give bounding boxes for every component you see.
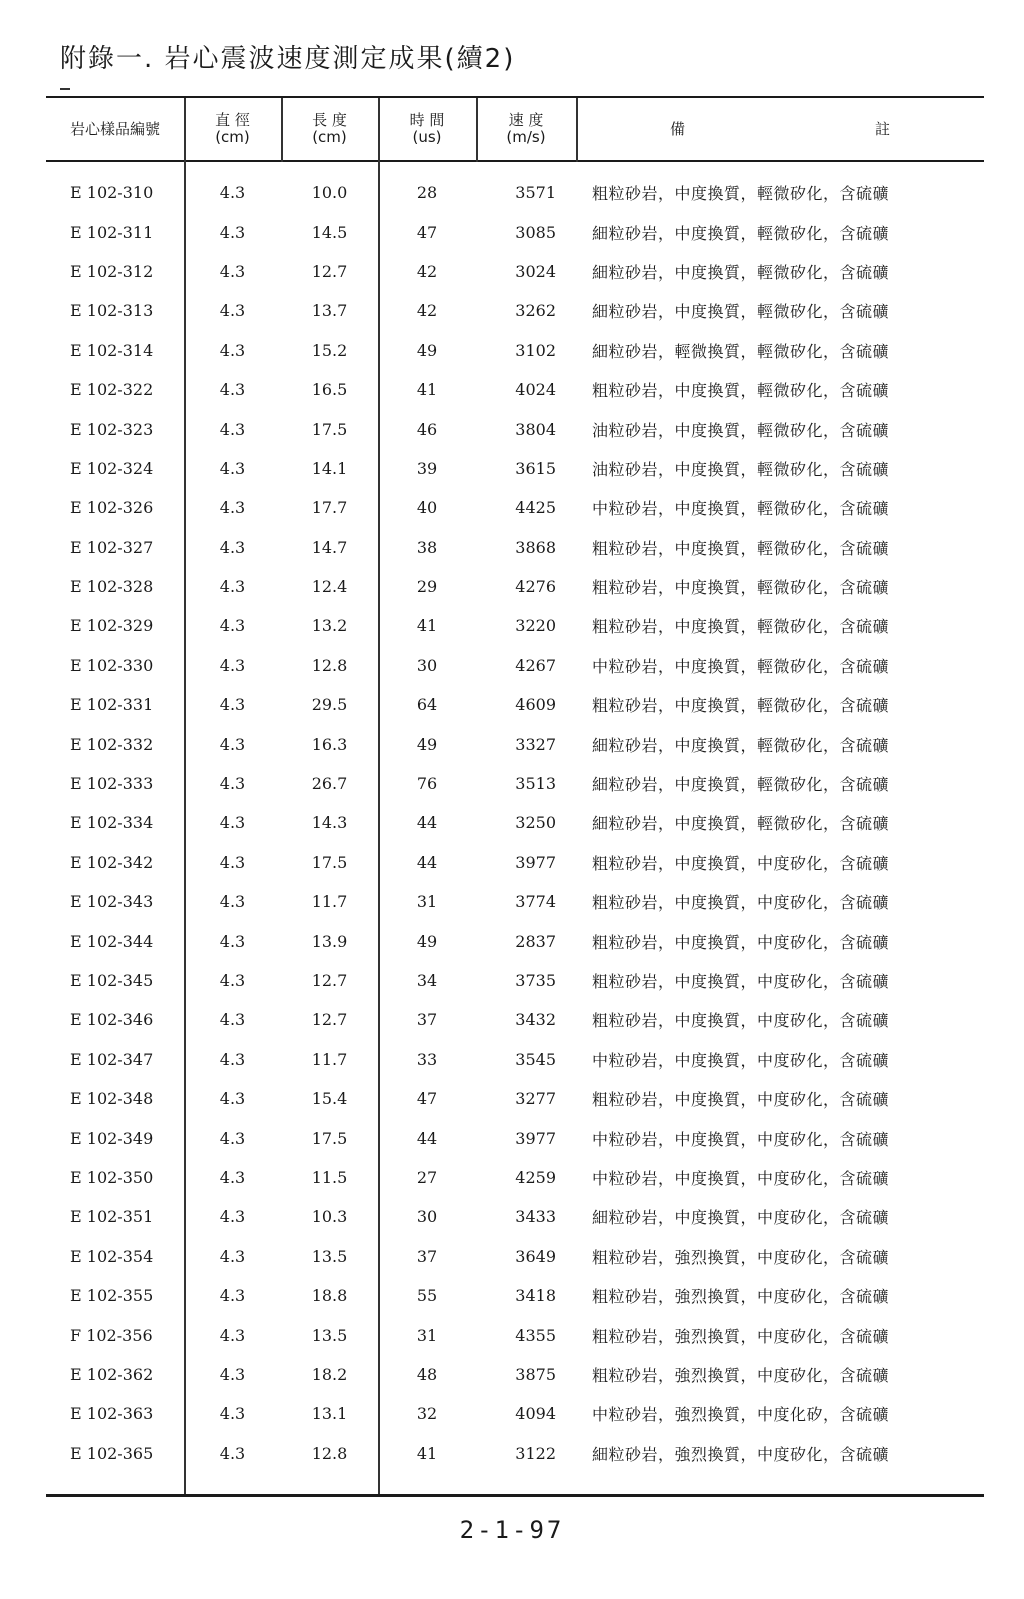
cell-velocity: 3774: [515, 892, 556, 912]
cell-length: 11.7: [311, 892, 348, 912]
cell-velocity: 4024: [515, 380, 556, 400]
cell-time: 37: [416, 1246, 438, 1266]
cell-remark: 粗粒砂岩，中度換質，中度矽化，含硫礦: [592, 1011, 890, 1031]
cell-velocity: 3513: [515, 774, 556, 794]
cell-diameter: 4.3: [219, 1128, 246, 1148]
cell-length: 15.4: [311, 1089, 348, 1109]
cell-sample-id: E 102-344: [70, 931, 154, 951]
table-row: [46, 921, 984, 960]
cell-remark: 粗粒砂岩，強烈換質，中度矽化，含硫礦: [592, 1247, 890, 1267]
header-velocity: [476, 100, 576, 158]
cell-velocity: 3875: [515, 1364, 556, 1384]
cell-velocity: 3085: [515, 222, 556, 242]
cell-velocity: 3977: [515, 1128, 556, 1148]
cell-sample-id: E 102-349: [70, 1128, 154, 1148]
cell-sample-id: E 102-346: [70, 1010, 154, 1030]
cell-velocity: 3122: [515, 1443, 556, 1463]
cell-length: 10.0: [311, 183, 348, 203]
cell-length: 16.3: [311, 734, 348, 754]
cell-velocity: 3024: [515, 261, 556, 281]
cell-length: 13.5: [311, 1246, 348, 1266]
cell-sample-id: E 102-314: [70, 340, 154, 360]
header-length: [281, 100, 378, 158]
cell-remark: 中粒砂岩，中度換質，中度矽化，含硫礦: [592, 1168, 890, 1188]
cell-time: 41: [416, 380, 438, 400]
cell-length: 18.2: [311, 1364, 348, 1384]
cell-time: 47: [416, 222, 438, 242]
table-row: [46, 1276, 984, 1315]
table-row: [46, 1118, 984, 1157]
cell-remark: 粗粒砂岩，中度換質，輕微矽化，含硫礦: [592, 184, 890, 204]
cell-diameter: 4.3: [219, 1010, 246, 1030]
table-row: [46, 764, 984, 803]
cell-velocity: 4276: [515, 577, 556, 597]
cell-remark: 細粒砂岩，中度換質，中度矽化，含硫礦: [592, 1208, 890, 1228]
cell-velocity: 3977: [515, 852, 556, 872]
cell-length: 17.7: [311, 498, 348, 518]
cell-length: 13.7: [311, 301, 348, 321]
cell-diameter: 4.3: [219, 734, 246, 754]
cell-sample-id: E 102-328: [70, 577, 154, 597]
cell-length: 14.7: [311, 537, 348, 557]
cell-sample-id: E 102-365: [70, 1443, 154, 1463]
cell-diameter: 4.3: [219, 1404, 246, 1424]
cell-velocity: 3545: [515, 1049, 556, 1069]
cell-sample-id: E 102-342: [70, 852, 154, 872]
cell-diameter: 4.3: [219, 655, 246, 675]
cell-length: 16.5: [311, 380, 348, 400]
cell-velocity: 4094: [515, 1404, 556, 1424]
header-length-unit: (cm): [312, 128, 347, 146]
cell-remark: 中粒砂岩，中度換質，中度矽化，含硫礦: [592, 1129, 890, 1149]
table-body: [46, 173, 984, 1473]
cell-length: 17.5: [311, 419, 348, 439]
page-title: 附錄一. 岩心震波速度測定成果(續2): [60, 44, 516, 74]
table-row: [46, 1000, 984, 1039]
cell-length: 12.4: [311, 577, 348, 597]
cell-sample-id: E 102-322: [70, 380, 154, 400]
cell-length: 13.1: [311, 1404, 348, 1424]
cell-velocity: 4267: [515, 655, 556, 675]
cell-remark: 細粒砂岩，中度換質，輕微矽化，含硫礦: [592, 814, 890, 834]
table-row: [46, 1197, 984, 1236]
cell-remark: 油粒砂岩，中度換質，輕微矽化，含硫礦: [592, 459, 890, 479]
cell-sample-id: E 102-362: [70, 1364, 154, 1384]
cell-time: 30: [416, 655, 438, 675]
cell-time: 49: [416, 340, 438, 360]
cell-length: 12.7: [311, 1010, 348, 1030]
cell-time: 42: [416, 261, 438, 281]
header-remark-2: 註: [875, 119, 891, 138]
cell-sample-id: E 102-330: [70, 655, 154, 675]
cell-remark: 油粒砂岩，中度換質，輕微矽化，含硫礦: [592, 420, 890, 440]
cell-remark: 細粒砂岩，中度換質，輕微矽化，含硫礦: [592, 735, 890, 755]
table-row: [46, 1079, 984, 1118]
cell-velocity: 3571: [515, 183, 556, 203]
table-row: [46, 1394, 984, 1433]
cell-time: 29: [416, 577, 438, 597]
header-time-label: 時 間: [409, 111, 445, 129]
cell-remark: 粗粒砂岩，中度換質，中度矽化，含硫礦: [592, 893, 890, 913]
cell-remark: 粗粒砂岩，強烈換質，中度矽化，含硫礦: [592, 1326, 890, 1346]
cell-remark: 粗粒砂岩，中度換質，中度矽化，含硫礦: [592, 853, 890, 873]
cell-length: 17.5: [311, 852, 348, 872]
cell-time: 41: [416, 616, 438, 636]
cell-velocity: 3735: [515, 971, 556, 990]
table-row: [46, 291, 984, 330]
cell-length: 12.8: [311, 1443, 348, 1463]
table-row: [46, 646, 984, 685]
cell-sample-id: E 102-350: [70, 1167, 154, 1187]
cell-velocity: 3433: [515, 1207, 556, 1227]
cell-length: 13.2: [311, 616, 348, 636]
cell-remark: 中粒砂岩，中度換質，輕微矽化，含硫礦: [592, 656, 890, 676]
table-row: [46, 1040, 984, 1079]
table-row: [46, 212, 984, 251]
cell-diameter: 4.3: [219, 537, 246, 557]
table-row: [46, 449, 984, 488]
cell-sample-id: E 102-347: [70, 1049, 154, 1069]
cell-velocity: 3615: [515, 458, 556, 478]
table-row: [46, 724, 984, 763]
cell-remark: 中粒砂岩，中度換質，中度矽化，含硫礦: [592, 1050, 890, 1070]
cell-diameter: 4.3: [219, 183, 246, 203]
cell-velocity: 4609: [515, 695, 556, 715]
cell-diameter: 4.3: [219, 1089, 246, 1109]
page-number: 2-1-97: [459, 1516, 565, 1544]
header-sample-id: 岩心樣品編號: [69, 119, 160, 138]
cell-diameter: 4.3: [219, 774, 246, 794]
cell-sample-id: E 102-326: [70, 498, 154, 518]
cell-diameter: 4.3: [219, 1207, 246, 1227]
cell-diameter: 4.3: [219, 852, 246, 872]
header-diameter-label: 直 徑: [215, 111, 250, 129]
cell-velocity: 3102: [515, 340, 556, 360]
header-diameter: [184, 100, 281, 158]
cell-diameter: 4.3: [219, 1325, 246, 1345]
data-table: [46, 173, 984, 1473]
cell-length: 26.7: [311, 774, 348, 794]
header-time-unit: (us): [412, 128, 442, 146]
table-row: [46, 961, 984, 1000]
cell-remark: 細粒砂岩，中度換質，輕微矽化，含硫礦: [592, 262, 890, 282]
cell-remark: 粗粒砂岩，中度換質，輕微矽化，含硫礦: [592, 381, 890, 401]
table-row: [46, 882, 984, 921]
cell-length: 12.8: [311, 655, 348, 675]
cell-sample-id: E 102-354: [70, 1246, 154, 1266]
cell-sample-id: E 102-351: [70, 1207, 154, 1227]
header-time: [378, 100, 476, 158]
header-diameter-unit: (cm): [215, 128, 250, 146]
table-row: [46, 685, 984, 724]
table-row: [46, 606, 984, 645]
cell-sample-id: E 102-333: [70, 774, 154, 794]
cell-time: 49: [416, 734, 438, 754]
cell-remark: 粗粒砂岩，中度換質，中度矽化，含硫礦: [592, 972, 890, 991]
cell-diameter: 4.3: [219, 1049, 246, 1069]
cell-time: 44: [416, 852, 438, 872]
header-remark: [576, 100, 984, 158]
cell-velocity: 3220: [515, 616, 556, 636]
cell-length: 10.3: [311, 1207, 348, 1227]
header-length-label: 長 度: [312, 111, 347, 129]
cell-remark: 粗粒砂岩，中度換質，中度矽化，含硫礦: [592, 932, 890, 952]
cell-velocity: 3649: [515, 1246, 556, 1266]
cell-diameter: 4.3: [219, 1167, 246, 1187]
cell-velocity: 4355: [515, 1325, 556, 1345]
table-top-rule: [46, 96, 984, 98]
cell-remark: 粗粒砂岩，中度換質，中度矽化，含硫礦: [592, 1090, 890, 1110]
cell-length: 17.5: [311, 1128, 348, 1148]
header-remark-1: 備: [669, 119, 685, 138]
cell-time: 44: [416, 1128, 438, 1148]
cell-time: 39: [416, 458, 438, 478]
table-row: [46, 1355, 984, 1394]
cell-time: 31: [416, 1325, 438, 1345]
cell-diameter: 4.3: [219, 1364, 246, 1384]
table-row: [46, 1315, 984, 1354]
cell-velocity: 3418: [515, 1286, 556, 1306]
header-velocity-label: 速 度: [508, 111, 544, 129]
cell-length: 29.5: [311, 695, 348, 715]
cell-remark: 粗粒砂岩，強烈換質，中度矽化，含硫礦: [592, 1287, 890, 1307]
cell-time: 64: [416, 695, 438, 715]
table-row: [46, 1237, 984, 1276]
cell-time: 49: [416, 931, 438, 951]
table-row: [46, 409, 984, 448]
table-row: [46, 567, 984, 606]
cell-time: 31: [416, 892, 438, 912]
cell-length: 12.7: [311, 971, 348, 990]
table-row: [46, 843, 984, 882]
cell-diameter: 4.3: [219, 301, 246, 321]
cell-remark: 細粒砂岩，輕微換質，輕微矽化，含硫礦: [592, 341, 890, 361]
cell-length: 13.5: [311, 1325, 348, 1345]
cell-time: 46: [416, 419, 438, 439]
cell-velocity: 3868: [515, 537, 556, 557]
cell-sample-id: F 102-356: [70, 1325, 153, 1345]
table-row: [46, 488, 984, 527]
cell-remark: 細粒砂岩，中度換質，輕微矽化，含硫礦: [592, 302, 890, 322]
cell-diameter: 4.3: [219, 419, 246, 439]
cell-diameter: 4.3: [219, 1246, 246, 1266]
cell-diameter: 4.3: [219, 971, 246, 990]
cell-time: 40: [416, 498, 438, 518]
cell-diameter: 4.3: [219, 813, 246, 833]
table-row: [46, 1158, 984, 1197]
cell-velocity: 2837: [515, 931, 556, 951]
cell-sample-id: E 102-311: [70, 222, 154, 242]
cell-sample-id: E 102-323: [70, 419, 154, 439]
cell-sample-id: E 102-343: [70, 892, 154, 912]
cell-velocity: 3327: [515, 734, 556, 754]
cell-remark: 細粒砂岩，強烈換質，中度矽化，含硫礦: [592, 1444, 890, 1464]
table-row: [46, 370, 984, 409]
cell-time: 33: [416, 1049, 438, 1069]
cell-time: 55: [416, 1286, 438, 1306]
table-bottom-rule: [46, 1494, 984, 1497]
cell-time: 37: [416, 1010, 438, 1030]
cell-sample-id: E 102-334: [70, 813, 154, 833]
cell-time: 32: [416, 1404, 438, 1424]
cell-diameter: 4.3: [219, 577, 246, 597]
cell-time: 41: [416, 1443, 438, 1463]
cell-length: 12.7: [311, 261, 348, 281]
cell-sample-id: E 102-331: [70, 695, 154, 715]
cell-diameter: 4.3: [219, 380, 246, 400]
cell-time: 28: [416, 183, 438, 203]
cell-remark: 粗粒砂岩，中度換質，輕微矽化，含硫礦: [592, 578, 890, 598]
cell-velocity: 4425: [515, 498, 556, 518]
cell-diameter: 4.3: [219, 931, 246, 951]
cell-diameter: 4.3: [219, 458, 246, 478]
cell-velocity: 4259: [515, 1167, 556, 1187]
cell-remark: 粗粒砂岩，強烈換質，中度矽化，含硫礦: [592, 1365, 890, 1385]
cell-sample-id: E 102-313: [70, 301, 154, 321]
cell-length: 11.7: [311, 1049, 348, 1069]
cell-diameter: 4.3: [219, 695, 246, 715]
cell-diameter: 4.3: [219, 222, 246, 242]
cell-time: 27: [416, 1167, 438, 1187]
cell-sample-id: E 102-312: [70, 261, 154, 281]
cell-remark: 粗粒砂岩，中度換質，輕微矽化，含硫礦: [592, 538, 890, 558]
cell-velocity: 3277: [515, 1089, 556, 1109]
cell-time: 76: [416, 774, 438, 794]
table-row: [46, 331, 984, 370]
cell-length: 13.9: [311, 931, 348, 951]
cell-length: 14.3: [311, 813, 348, 833]
cell-velocity: 3250: [515, 813, 556, 833]
cell-remark: 中粒砂岩，強烈換質，中度化矽，含硫礦: [592, 1405, 890, 1425]
table-row: [46, 173, 984, 212]
table-header: [46, 100, 984, 158]
cell-diameter: 4.3: [219, 892, 246, 912]
cell-velocity: 3432: [515, 1010, 556, 1030]
cell-time: 38: [416, 537, 438, 557]
cell-diameter: 4.3: [219, 1443, 246, 1463]
cell-time: 47: [416, 1089, 438, 1109]
table-row: [46, 528, 984, 567]
cell-length: 14.1: [311, 458, 348, 478]
cell-sample-id: E 102-324: [70, 458, 154, 478]
cell-diameter: 4.3: [219, 498, 246, 518]
scan-mark: [60, 88, 70, 90]
table-row: [46, 1434, 984, 1473]
cell-remark: 細粒砂岩，中度換質，輕微矽化，含硫礦: [592, 775, 890, 795]
cell-sample-id: E 102-345: [70, 971, 154, 990]
cell-time: 30: [416, 1207, 438, 1227]
cell-time: 48: [416, 1364, 438, 1384]
cell-remark: 粗粒砂岩，中度換質，輕微矽化，含硫礦: [592, 696, 890, 716]
cell-diameter: 4.3: [219, 1286, 246, 1306]
cell-velocity: 3804: [515, 419, 556, 439]
cell-sample-id: E 102-329: [70, 616, 154, 636]
cell-sample-id: E 102-332: [70, 734, 154, 754]
cell-sample-id: E 102-327: [70, 537, 154, 557]
table-row: [46, 252, 984, 291]
cell-time: 42: [416, 301, 438, 321]
cell-velocity: 3262: [515, 301, 556, 321]
cell-remark: 細粒砂岩，中度換質，輕微矽化，含硫礦: [592, 223, 890, 243]
cell-length: 11.5: [311, 1167, 348, 1187]
cell-sample-id: E 102-310: [70, 183, 154, 203]
table-header-rule: [46, 160, 984, 162]
cell-time: 44: [416, 813, 438, 833]
cell-length: 14.5: [311, 222, 348, 242]
cell-length: 18.8: [311, 1286, 348, 1306]
cell-sample-id: E 102-355: [70, 1286, 154, 1306]
cell-diameter: 4.3: [219, 340, 246, 360]
table-row: [46, 803, 984, 842]
cell-diameter: 4.3: [219, 261, 246, 281]
cell-sample-id: E 102-348: [70, 1089, 154, 1109]
cell-diameter: 4.3: [219, 616, 246, 636]
cell-remark: 中粒砂岩，中度換質，輕微矽化，含硫礦: [592, 499, 890, 519]
cell-sample-id: E 102-363: [70, 1404, 154, 1424]
header-velocity-unit: (m/s): [506, 128, 546, 146]
cell-remark: 粗粒砂岩，中度換質，輕微矽化，含硫礦: [592, 617, 890, 637]
cell-time: 34: [416, 971, 438, 990]
cell-length: 15.2: [311, 340, 348, 360]
